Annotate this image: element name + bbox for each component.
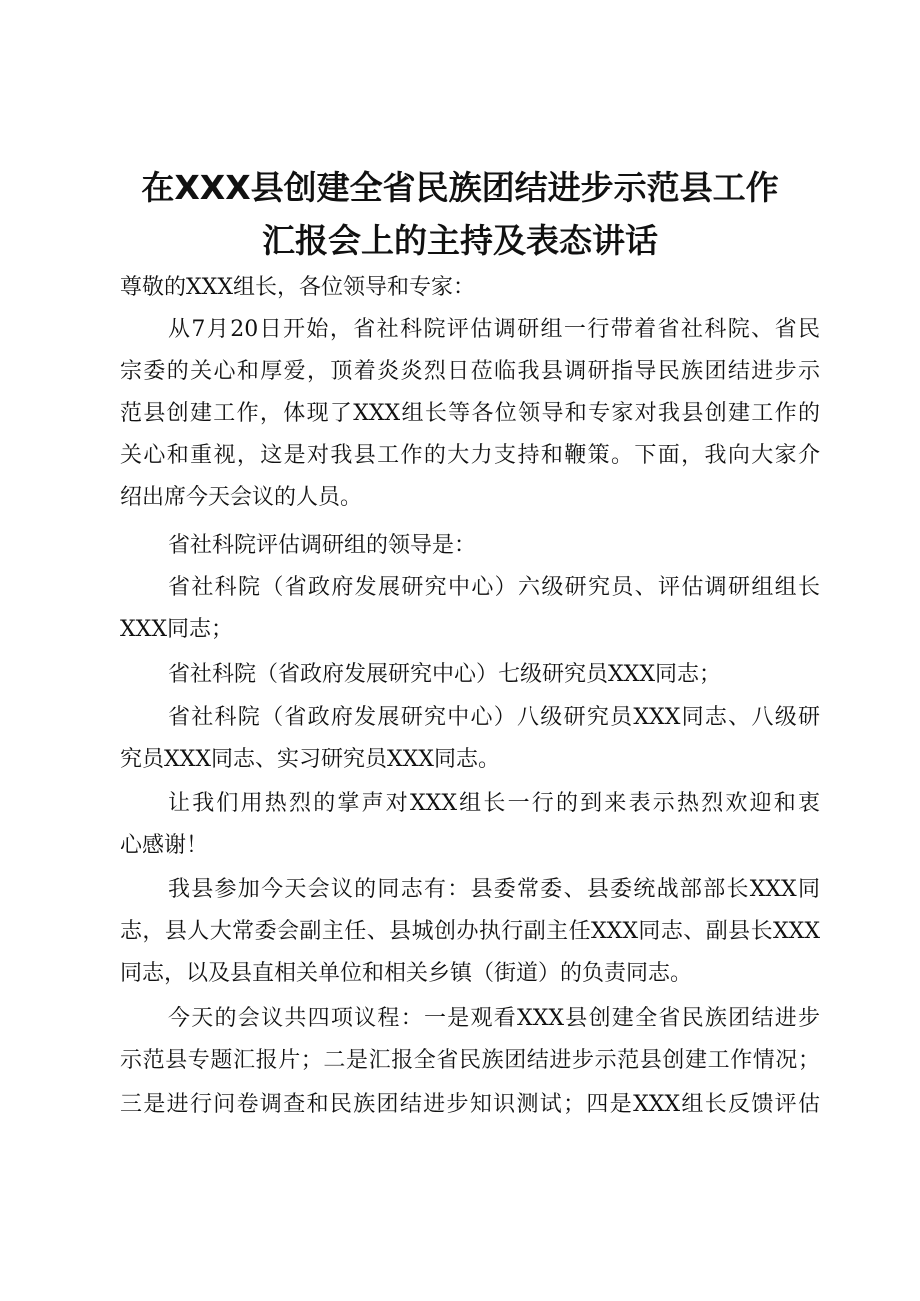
paragraph-line: 省社科院（省政府发展研究中心）七级研究员XXX同志；	[168, 662, 721, 687]
paragraph-line: 范县创建工作，体现了XXX组长等各位领导和专家对我县创建工作的	[120, 401, 820, 426]
paragraph-line: 我县参加今天会议的同志有：县委常委、县委统战部部长XXX同	[168, 877, 820, 902]
paragraph-line: 究员XXX同志、实习研究员XXX同志。	[120, 747, 500, 772]
paragraph-line: 宗委的关心和厚爱，顶着炎炎烈日莅临我县调研指导民族团结进步示	[120, 359, 820, 384]
paragraph-line: 志，县人大常委会副主任、县城创办执行副主任XXX同志、副县长XXX	[120, 919, 820, 944]
paragraph-line: 同志，以及县直相关单位和相关乡镇（街道）的负责同志。	[120, 961, 693, 986]
paragraph-line: 让我们用热烈的掌声对XXX组长一行的到来表示热烈欢迎和衷	[168, 791, 820, 816]
paragraph-line: 关心和重视，这是对我县工作的大力支持和鞭策。下面，我向大家介	[120, 443, 820, 468]
paragraph-line: 绍出席今天会议的人员。	[120, 485, 363, 510]
paragraph-line: 心感谢！	[120, 833, 209, 858]
document-title-line-2: 汇报会上的主持及表态讲话	[262, 221, 658, 260]
paragraph-line: 省社科院评估调研组的领导是：	[168, 533, 477, 558]
paragraph-line: XXX同志；	[120, 617, 233, 642]
paragraph-line: 省社科院（省政府发展研究中心）六级研究员、评估调研组组长	[168, 575, 820, 600]
salutation: 尊敬的XXX组长，各位领导和专家：	[120, 275, 475, 300]
paragraph-line: 示范县专题汇报片；二是汇报全省民族团结进步示范县创建工作情况；	[120, 1048, 820, 1073]
paragraph-line: 三是进行问卷调查和民族团结进步知识测试；四是XXX组长反馈评估	[120, 1092, 820, 1117]
paragraph-line: 省社科院（省政府发展研究中心）八级研究员XXX同志、八级研	[168, 705, 820, 730]
paragraph-line: 从7月20日开始，省社科院评估调研组一行带着省社科院、省民	[168, 317, 820, 342]
paragraph-line: 今天的会议共四项议程：一是观看XXX县创建全省民族团结进步	[168, 1006, 820, 1031]
document-title-line-1: 在XXX县创建全省民族团结进步示范县工作	[141, 168, 779, 207]
